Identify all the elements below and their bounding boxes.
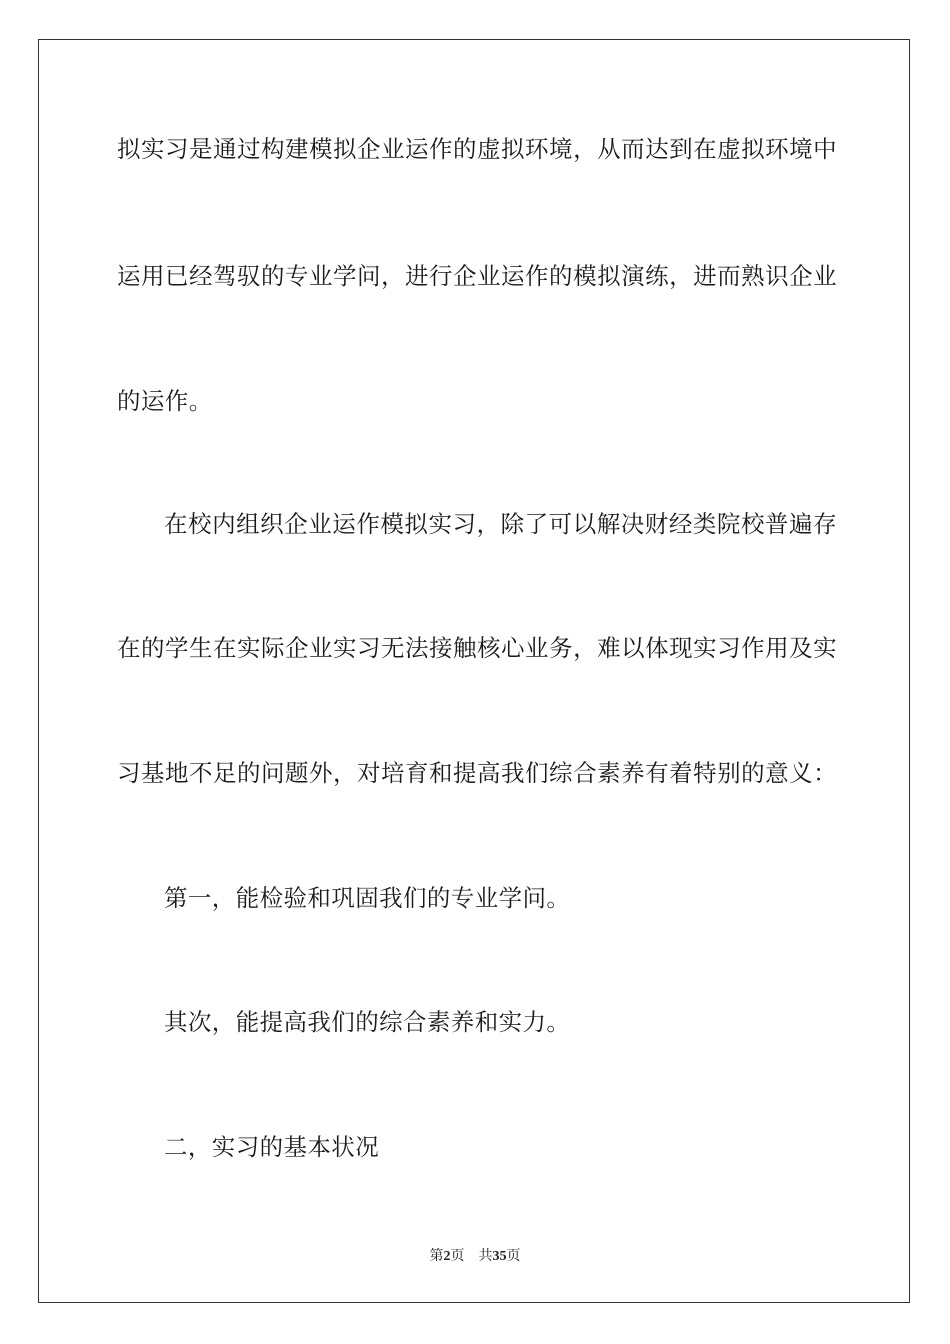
page-suffix: 页 bbox=[450, 1248, 465, 1264]
paragraph-2-line-3: 习基地不足的问题外，对培育和提高我们综合素养有着特别的意义： bbox=[117, 759, 837, 787]
point-two: 其次，能提高我们的综合素养和实力。 bbox=[164, 1008, 571, 1036]
paragraph-1-line-1: 拟实习是通过构建模拟企业运作的虚拟环境，从而达到在虚拟环境中 bbox=[117, 135, 837, 163]
paragraph-1-line-2: 运用已经驾驭的专业学问，进行企业运作的模拟演练，进而熟识企业 bbox=[117, 262, 837, 290]
point-one: 第一，能检验和巩固我们的专业学问。 bbox=[164, 884, 571, 912]
page-number: 2 bbox=[443, 1249, 451, 1264]
total-pages: 35 bbox=[492, 1249, 507, 1264]
section-heading: 二，实习的基本状况 bbox=[164, 1133, 380, 1161]
page-footer bbox=[0, 1247, 950, 1266]
paragraph-2-line-2: 在的学生在实际企业实习无法接触核心业务，难以体现实习作用及实 bbox=[117, 634, 837, 662]
paragraph-1-line-3: 的运作。 bbox=[117, 387, 213, 415]
total-prefix: 共 bbox=[478, 1248, 493, 1264]
page-prefix: 第 bbox=[429, 1248, 444, 1264]
paragraph-2-line-1 bbox=[164, 509, 837, 539]
paragraph-2-line-1-text: 在校内组织企业运作模拟实习，除了可以解决财经类院校普遍存 bbox=[164, 510, 837, 538]
total-suffix: 页 bbox=[506, 1248, 521, 1264]
page-border bbox=[38, 39, 910, 1303]
